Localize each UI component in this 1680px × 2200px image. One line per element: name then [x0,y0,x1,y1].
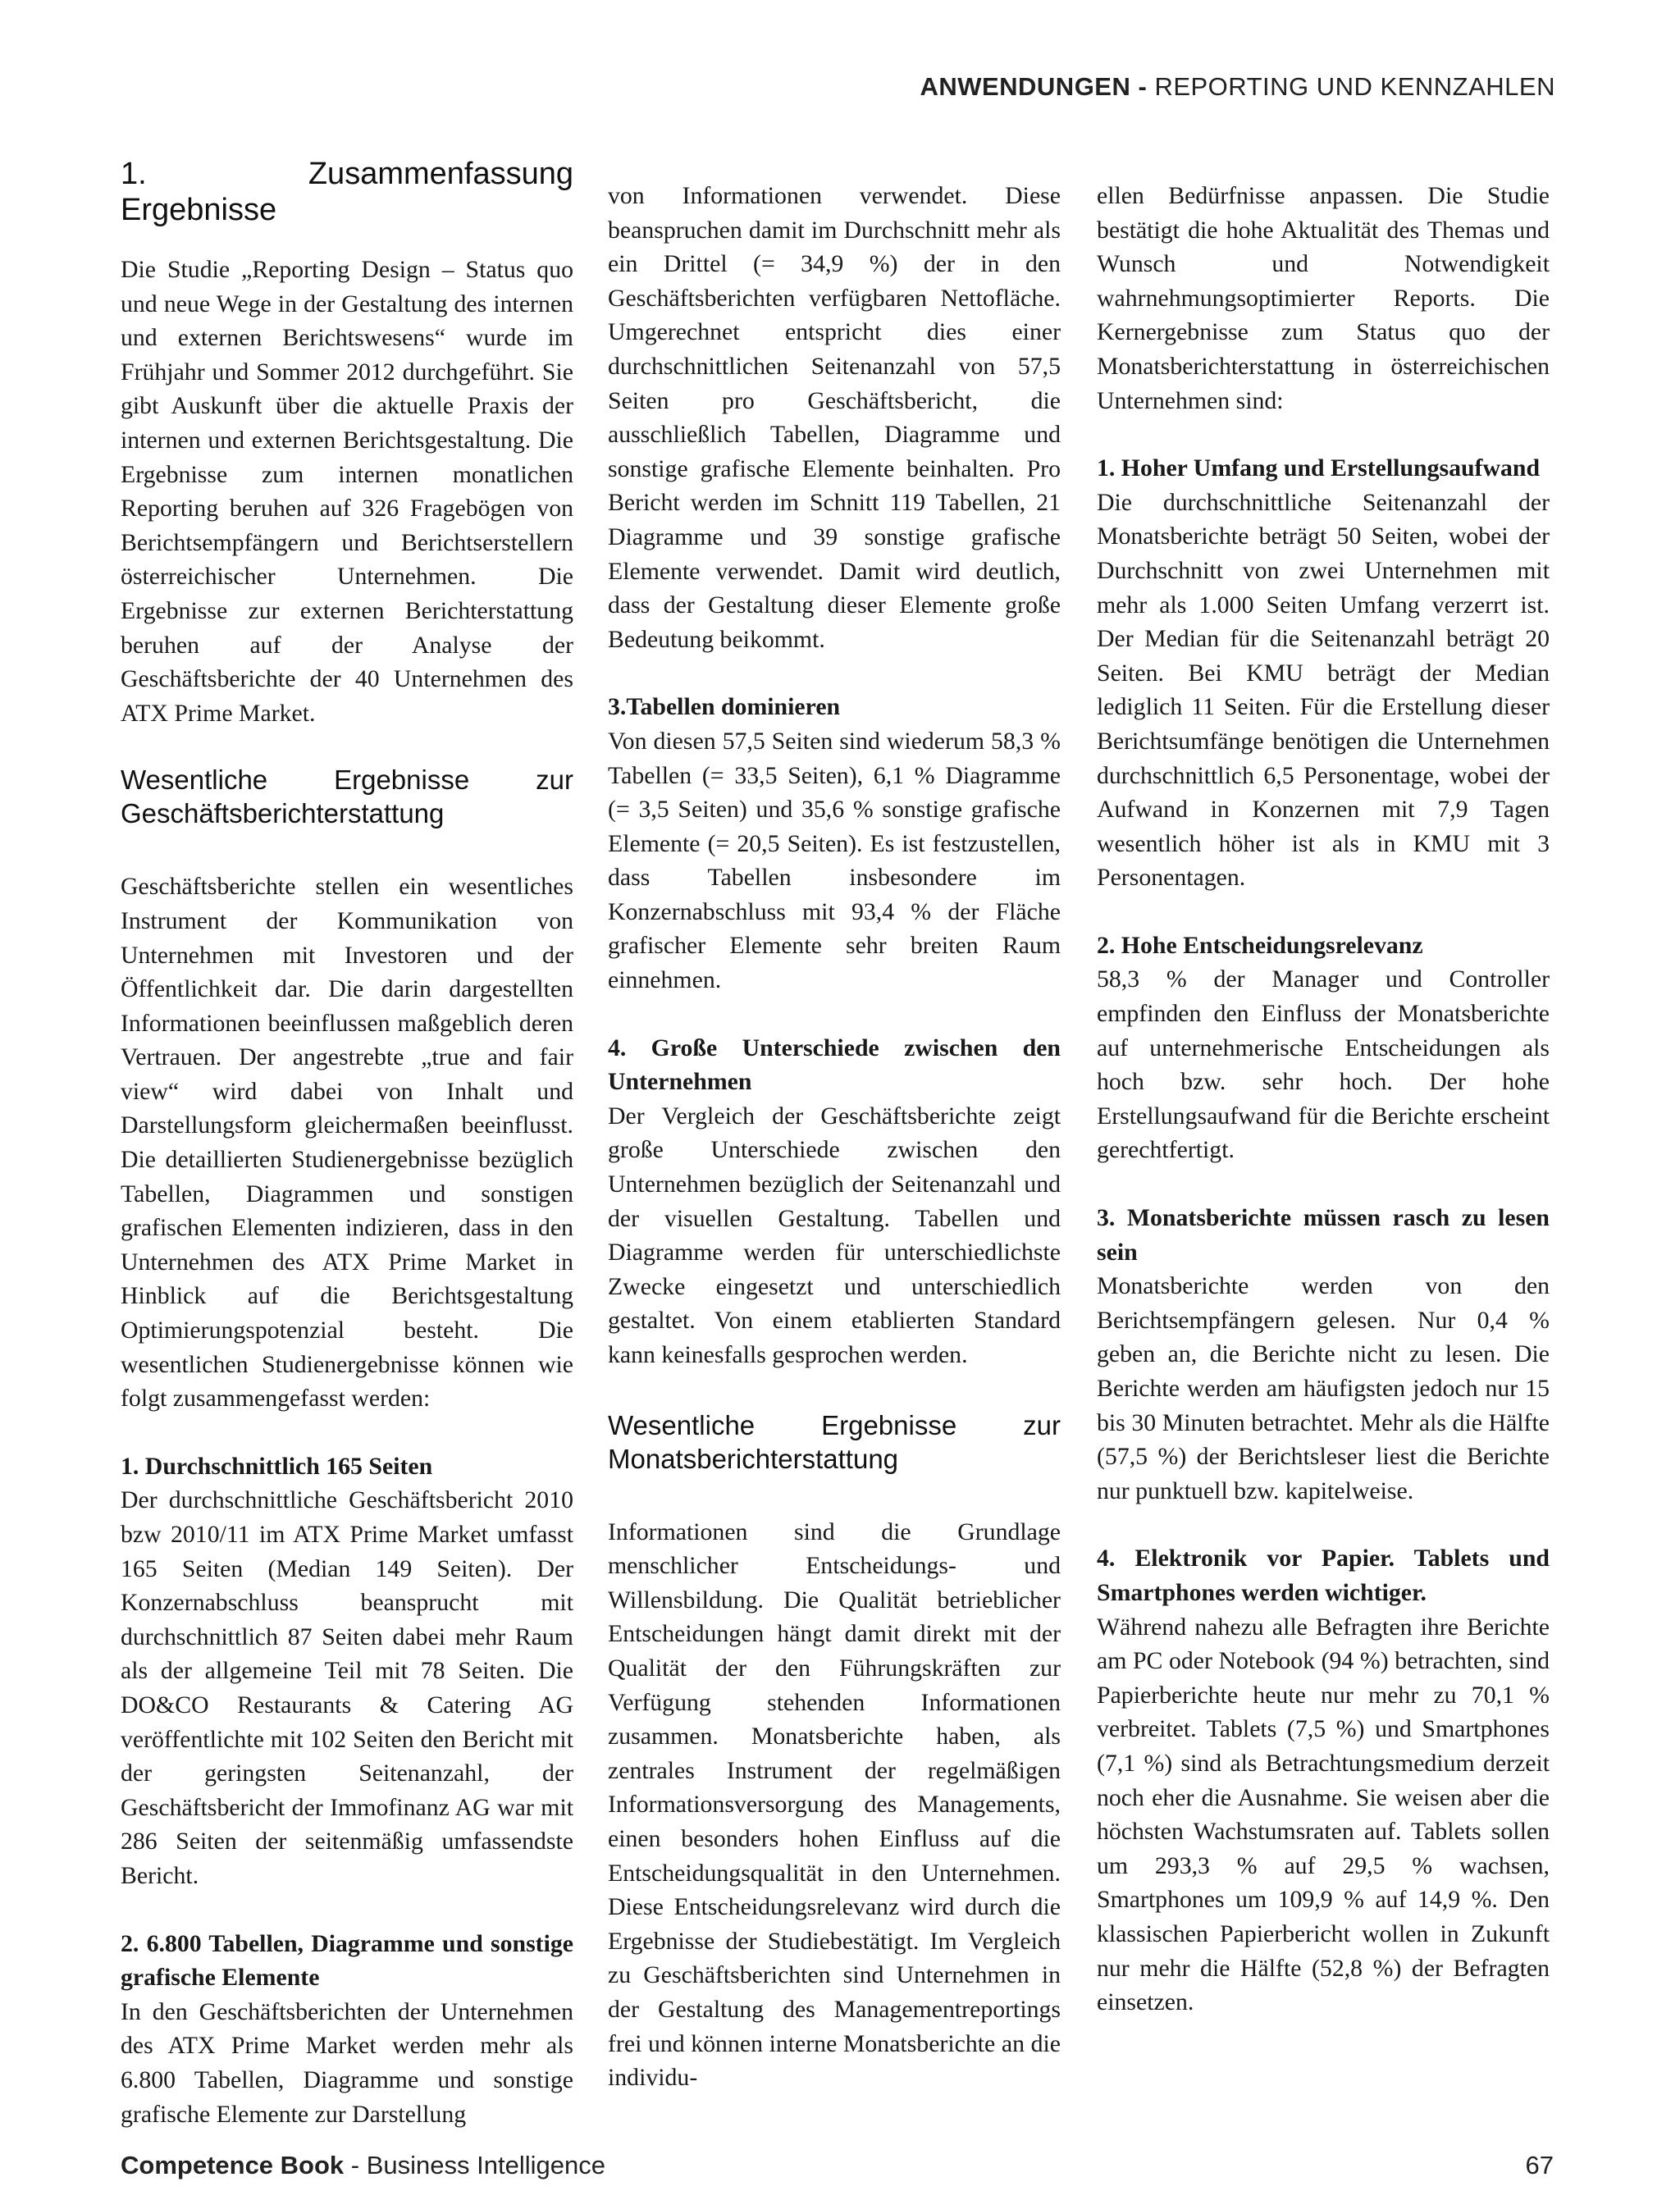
result-item-text: Monatsberichte werden von den Berichtsempfängern gelesen. Nur 0,4 % geben an, die Berichte nicht zu lesen. Die Berichte werden am häufigsten jedoch nur 15 bis 30 Minuten betrachtet. Mehr als die Hälfte (57,5 %) der Berichtsleser liest die Berichte nur punktuell bzw. kapitelweise. [1097,1272,1550,1504]
result-item-text: Die durchschnittliche Seitenanzahl der Monatsberichte beträgt 50 Seiten, wobei der Durchschnitt von zwei Unternehmen mit mehr als 1.000 Seiten Umfang verzerrt ist. Der Median für die Seitenanzahl beträgt 20 Seiten. Bei KMU beträgt der Median lediglich 11 Seiten. Für die Erstellung dieser Berichtsumfänge benötigen die Unternehmen durchschnittlich 6,5 Personentage, wobei der Aufwand in Konzernen mit 7,9 Tagen wesentlich höher ist als in KMU mit 3 Personentagen. [1097,488,1550,892]
result-item-text: Der durchschnittliche Geschäftsbericht 2010 bzw 2010/11 im ATX Prime Market umfasst 165 Seiten (Median 149 Seiten). Der Konzernabschluss beansprucht mit durchschnittlich 87 Seiten dabei mehr Raum als der allgemeine Teil mit 78 Seiten. Die DO&CO Restaurants & Catering AG veröffentlichte mit 102 Seiten den Bericht mit der geringsten Seitenanzahl, der Geschäftsbericht der Immofinanz AG war mit 286 Seiten der seitenmäßig umfassendste Bericht. [121,1486,573,1889]
body-paragraph: Informationen sind die Grundlage menschlicher Entscheidungs- und Willensbildung. Die Qualität betrieblicher Entscheidungen hängt damit direkt mit der Qualität der den Führungskräften zur Verfügung stehenden Informationen zusammen. Monatsberichte haben, als zentrales Instrument der regelmäßigen Informationsversorgung des Managements, einen besonders hohen Einfluss auf die Entscheidungsqualität in den Unternehmen. Diese Entscheidungsrelevanz wird durch die Ergebnisse der Studiebestätigt. Im Vergleich zu Geschäftsberichten sind Unternehmen in der Gestaltung des Managementreportings frei und können interne Monatsberichte an die individu- [608,1518,1061,2092]
result-item-text: Der Vergleich der Geschäftsberichte zeigt große Unterschiede zwischen den Unternehmen bezüglich der Seitenanzahl und der visuellen Gestaltung. Tabellen und Diagramme werden für unterschiedlichste Zwecke eingesetzt und unterschiedlich gestaltet. Von einem etablierten Standard kann keinesfalls gesprochen werden. [608,1102,1061,1368]
result-item-title: 3.Tabellen dominieren [608,693,841,721]
page-footer [121,2151,1554,2180]
intro-paragraph: Die Studie „Reporting Design – Status quo und neue Wege in der Gestaltung des internen und externen Berichtswesens“ wurde im Frühjahr und Sommer 2012 durchgeführt. Sie gibt Auskunft über die aktuelle Praxis der internen und externen Berichtsgestaltung. Die Ergebnisse zum internen monatlichen Reporting beruhen auf 326 Fragebögen von Berichtsempfängern und Berichtserstellern österreichischer Unternehmen. Die Ergebnisse zur externen Berichterstattung beruhen auf der Analyse der Geschäftsberichte der 40 Unternehmen des ATX Prime Market. [121,256,573,727]
continued-paragraph: von Informationen verwendet. Diese beanspruchen damit im Durchschnitt mehr als ein Drittel (= 34,9 %) der in den Geschäftsberichten verfügbaren Nettofläche. Umgerechnet entspricht dies einer durchschnittlichen Seitenanzahl von 57,5 Seiten pro Geschäftsbericht, die ausschließlich Tabellen, Diagramme und sonstige grafische Elemente beinhalten. Pro Bericht werden im Schnitt 119 Tabellen, 21 Diagramme und 39 sonstige grafische Elemente verwendet. Damit wird deutlich, dass der Gestaltung dieser Elemente große Bedeutung beikommt. [608,182,1061,653]
result-item-title: 1. Hoher Umfang und Erstellungsaufwand [1097,454,1541,482]
subheading-monatsbericht: Wesentliche Ergebnisse zur Monatsberichterstattung [608,1409,1061,1474]
result-item-title: 2. 6.800 Tabellen, Diagramme und sonstige grafische Elemente [121,1929,573,1992]
result-item [121,1927,573,2132]
result-item-title: 4. Elektronik vor Papier. Tablets und Smartphones werden wichtiger. [1097,1545,1550,1606]
result-item [121,1449,573,1893]
result-item-title: 2. Hohe Entscheidungsrelevanz [1097,931,1423,959]
result-item-text: Während nahezu alle Befragten ihre Berichte am PC oder Notebook (94 %) betrachten, sind Papierberichte heute nur mehr zu 70,1 % verbreitet. Tablets (7,5 %) und Smartphones (7,1 %) sind als Betrachtungsmedium derzeit noch eher die Ausnahme. Sie weisen aber die höchsten Wachstumsraten auf. Tablets sollen um 293,3 % auf 29,5 % wachsen, Smartphones um 109,9 % auf 14,9 %. Den klassischen Papierbericht wollen in Zukunft nur mehr die Hälfte (52,8 %) der Befragten einsetzen. [1097,1613,1550,2016]
subheading-geschaeftsbericht: Wesentliche Ergebnisse zur Geschäftsberichterstattung [121,765,573,829]
header-topic: REPORTING UND KENNZAHLEN [1154,72,1555,101]
result-item-title: 4. Große Unterschiede zwischen den Unternehmen [608,1034,1061,1096]
result-item-title: 1. Durchschnittlich 165 Seiten [121,1452,433,1480]
column-2 [608,179,1061,2095]
result-item-text: In den Geschäftsberichten der Unternehmen des ATX Prime Market werden mehr als 6.800 Tabellen, Diagramme und sonstige grafische Elemente zur Darstellung [121,1997,573,2128]
result-item [1097,929,1550,1167]
result-item-text: 58,3 % der Manager und Controller empfinden den Einfluss der Monatsberichte auf unternehmerische Entscheidungen als hoch bzw. sehr hoch. Der hohe Erstellungsaufwand für die Berichte erscheint gerechtfertigt. [1097,965,1550,1164]
result-item [1097,1201,1550,1508]
result-item-title: 3. Monatsberichte müssen rasch zu lesen sein [1097,1204,1550,1266]
column-3 [1097,179,1550,2020]
result-item [1097,1541,1550,2019]
footer-book-subtitle: - Business Intelligence [344,2151,605,2179]
body-paragraph: Geschäftsberichte stellen ein wesentliches Instrument der Kommunikation von Unternehmen mit Investoren und der Öffentlichkeit dar. Die darin dargestellten Informationen beeinflussen maßgeblich deren Vertrauen. Der angestrebte „true and fair view“ wird dabei von Inhalt und Darstellungsform gleichermaßen beeinflusst. Die detaillierten Studienergebnisse bezüglich Tabellen, Diagrammen und sonstigen grafischen Elementen indizieren, dass in den Unternehmen des ATX Prime Market in Hinblick auf die Berichtsgestaltung Optimierungspotenzial besteht. Die wesentlichen Studienergebnisse können wie folgt zusammengefasst werden: [121,873,573,1413]
header-section: ANWENDUNGEN - [920,72,1148,101]
footer-book-title: Competence Book [121,2151,345,2179]
result-item [608,690,1061,997]
result-item-text: Von diesen 57,5 Seiten sind wiederum 58,3 % Tabellen (= 33,5 Seiten), 6,1 % Diagramme (= 3,5 Seiten) und 35,6 % sonstige grafische Elemente (= 20,5 Seiten). Es ist festzustellen, dass Tabellen insbesondere im Konzernabschluss mit 93,4 % der Fläche grafischer Elemente sehr breiten Raum einnehmen. [608,727,1061,994]
result-item [1097,451,1550,895]
continued-paragraph: ellen Bedürfnisse anpassen. Die Studie bestätigt die hohe Aktualität des Themas und Wunsch und Notwendigkeit wahrnehmungsoptimierter Reports. Die Kernergebnisse zum Status quo der Monatsberichterstattung in österreichischen Unternehmen sind: [1097,182,1550,414]
page-number: 67 [1525,2151,1554,2179]
running-header [920,72,1555,102]
result-item [608,1031,1061,1372]
section-title: 1. Zusammenfassung Ergebnisse [121,157,573,227]
footer-publication [121,2151,605,2179]
column-1 [121,156,573,2131]
